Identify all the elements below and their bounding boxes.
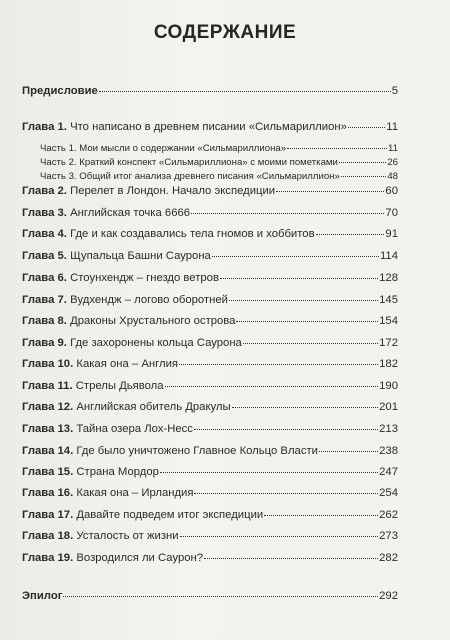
toc-entry-chapter-1 <box>22 120 398 134</box>
chapter-title: Что написано в древнем писании «Сильмариллион» <box>66 121 347 133</box>
toc-entry-page: 154 <box>379 315 398 327</box>
toc-entry-page: 48 <box>387 171 398 182</box>
toc-entry-part <box>40 142 398 156</box>
dot-leader <box>348 126 385 128</box>
toc-entry-label: Предисловие <box>22 85 98 97</box>
toc-entry-page: 91 <box>385 228 398 240</box>
dot-leader <box>264 514 378 516</box>
toc-entry-chapter <box>22 379 398 393</box>
toc-entry-page: 172 <box>379 337 398 349</box>
toc-entry-page: 247 <box>379 466 398 478</box>
chapter-number: Глава 8. <box>22 315 67 327</box>
dot-leader <box>160 471 378 473</box>
dot-leader <box>287 147 387 149</box>
toc-entry-page: 114 <box>379 250 398 262</box>
chapter-number: Глава 9. <box>22 337 67 349</box>
page-title: СОДЕРЖАНИЕ <box>153 22 297 43</box>
chapter-title: Где было уничтожено Главное Кольцо Власти <box>73 445 318 457</box>
chapter-number: Глава 10. <box>22 358 74 370</box>
dot-leader <box>316 233 385 235</box>
dot-leader <box>276 190 384 192</box>
toc-entry-chapter <box>22 293 398 307</box>
toc-entry-chapter <box>22 551 398 565</box>
dot-leader <box>179 363 378 365</box>
toc-entry-chapter <box>22 336 398 350</box>
dot-leader <box>194 492 378 494</box>
toc-entry-chapter <box>22 422 398 436</box>
toc-entry-label: Часть 2. Краткий конспект «Сильмариллиона» с моими пометками <box>40 157 338 168</box>
toc-entry-page: 190 <box>379 380 398 392</box>
chapter-number: Глава 2. <box>22 185 67 197</box>
chapter-title: Тайна озера Лох-Несс <box>73 423 193 435</box>
toc-entry-page: 145 <box>379 294 398 306</box>
chapter-number: Глава 5. <box>22 250 67 262</box>
chapter-number: Глава 11. <box>22 380 73 392</box>
toc-entry-chapter <box>22 227 398 241</box>
toc-entry-chapter <box>22 444 398 458</box>
toc-entry-part <box>40 170 398 184</box>
toc-entry-page: 238 <box>379 445 398 457</box>
chapter-title: Щупальца Башни Саурона <box>66 250 211 262</box>
toc-entry-page: 282 <box>379 552 398 564</box>
toc-entry-page: 60 <box>385 185 398 197</box>
dot-leader <box>180 535 379 537</box>
chapter-title: Где захоронены кольца Саурона <box>66 337 242 349</box>
toc-entry-chapter <box>22 508 398 522</box>
chapter-title: Драконы Хрустального острова <box>66 315 236 327</box>
chapter-title: Какая она – Ирландия <box>73 487 194 499</box>
chapter-title: Английская обитель Дракулы <box>73 401 231 413</box>
chapter-number: Глава 4. <box>22 228 67 240</box>
chapter-title: Давайте подведем итог экспедиции <box>73 509 264 521</box>
toc-entry-preface <box>22 84 398 98</box>
chapter-number: Глава 16. <box>22 487 74 499</box>
chapter-number: Глава 13. <box>22 423 74 435</box>
dot-leader <box>243 342 378 344</box>
toc-entry-part <box>40 156 398 170</box>
chapter-title: Стрелы Дьявола <box>72 380 164 392</box>
chapter-title: Стоунхендж – гнездо ветров <box>66 272 219 284</box>
dot-leader <box>236 320 378 322</box>
chapter-number: Глава 7. <box>22 294 67 306</box>
dot-leader <box>229 299 378 301</box>
toc-entry-page: 128 <box>379 272 398 284</box>
dot-leader <box>99 90 391 92</box>
toc-entry-page: 213 <box>379 423 398 435</box>
toc-entry-page: 201 <box>379 401 398 413</box>
chapter-number: Глава 6. <box>22 272 67 284</box>
dot-leader <box>220 277 378 279</box>
chapter-title: Английская точка 6666 <box>66 207 191 219</box>
chapter-number: Глава 17. <box>22 509 74 521</box>
toc-entry-page: 26 <box>387 157 398 168</box>
chapter-title: Страна Мордор <box>73 466 159 478</box>
chapter-number: Глава 18. <box>22 530 74 542</box>
chapter-number: Глава 1. <box>22 121 67 133</box>
dot-leader <box>194 428 378 430</box>
dot-leader <box>212 255 379 257</box>
toc-entry-page: 5 <box>391 85 398 97</box>
toc-entry-label: Эпилог <box>22 590 63 602</box>
toc-entry-chapter <box>22 357 398 371</box>
chapter-title: Вудхендж – логово оборотней <box>66 294 228 306</box>
chapter-title: Где и как создавались тела гномов и хоббитов <box>66 228 315 240</box>
dot-leader <box>319 450 378 452</box>
dot-leader <box>341 175 387 177</box>
dot-leader <box>204 557 378 559</box>
toc-entry-page: 273 <box>379 530 398 542</box>
toc-entry-chapter <box>22 529 398 543</box>
toc-entry-page: 182 <box>379 358 398 370</box>
chapter-title: Перелет в Лондон. Начало экспедиции <box>66 185 276 197</box>
toc-entry-chapter <box>22 400 398 414</box>
toc-entry-chapter <box>22 314 398 328</box>
toc-entry-chapter <box>22 271 398 285</box>
toc-entry-epilogue <box>22 589 398 603</box>
toc-entry-label: Часть 1. Мои мысли о содержании «Сильмариллиона» <box>40 143 287 154</box>
dot-leader <box>232 406 379 408</box>
dot-leader <box>165 385 379 387</box>
toc-entry-page: 292 <box>379 590 398 602</box>
chapter-title: Возродился ли Саурон? <box>73 552 204 564</box>
toc-entry-page: 254 <box>379 487 398 499</box>
toc-entry-page: 11 <box>388 143 398 154</box>
toc-entry-label: Часть 3. Общий итог анализа древнего писания «Сильмариллион» <box>40 171 340 182</box>
chapter-title: Какая она – Англия <box>73 358 178 370</box>
toc-entry-chapter <box>22 465 398 479</box>
toc-entry-page: 11 <box>386 121 398 133</box>
toc-entry-chapter <box>22 249 398 263</box>
dot-leader <box>191 212 384 214</box>
chapter-title: Усталость от жизни <box>73 530 179 542</box>
toc-entry-chapter <box>22 184 398 198</box>
chapter-number: Глава 15. <box>22 466 74 478</box>
dot-leader <box>63 595 378 597</box>
chapter-number: Глава 19. <box>22 552 74 564</box>
toc-entry-chapter <box>22 486 398 500</box>
chapter-number: Глава 14. <box>22 445 74 457</box>
toc-entry-chapter <box>22 206 398 220</box>
chapter-number: Глава 12. <box>22 401 74 413</box>
toc-entry-page: 70 <box>385 207 398 219</box>
toc-entry-page: 262 <box>379 509 398 521</box>
chapter-number: Глава 3. <box>22 207 67 219</box>
dot-leader <box>339 161 386 163</box>
